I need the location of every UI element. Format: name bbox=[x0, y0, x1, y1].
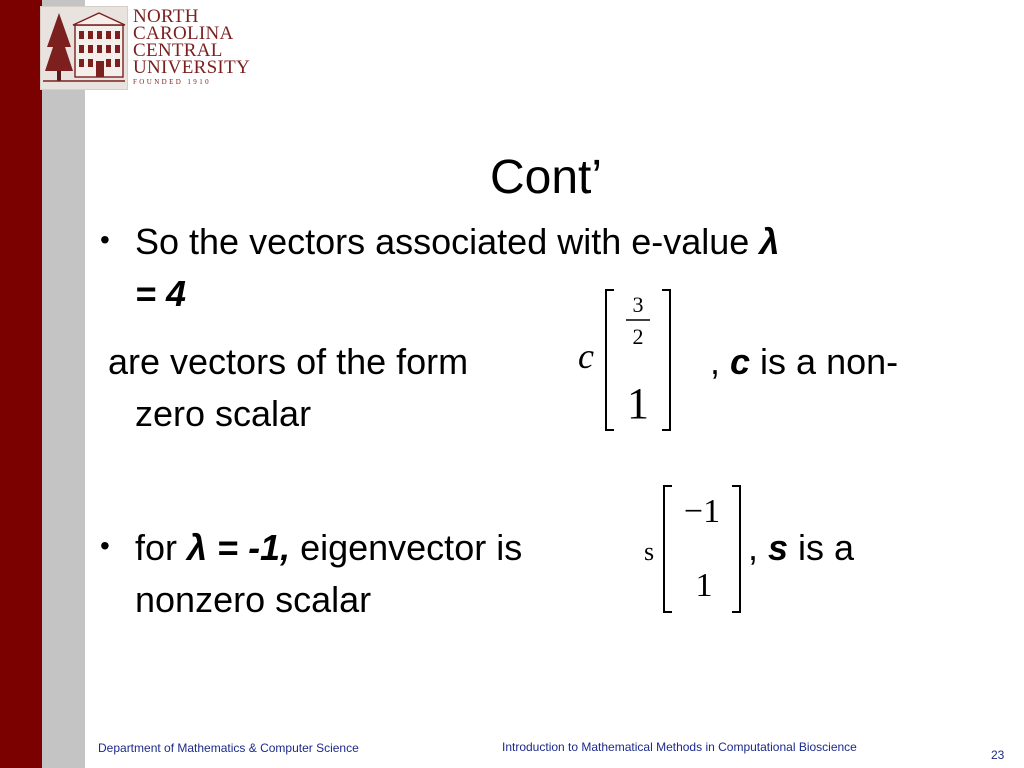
bullet-1-line-3-prefix: are vectors of the form bbox=[108, 341, 469, 382]
bullet-2-line-2: nonzero scalar bbox=[135, 579, 372, 620]
bullet-1-line-2: = 4 bbox=[135, 273, 187, 314]
bullet-2-eigenvector-text: eigenvector is bbox=[290, 527, 523, 568]
bullet-1-line-1 bbox=[135, 220, 779, 264]
matrix-1-top-numerator: 3 bbox=[632, 292, 644, 317]
page-number: 23 bbox=[991, 748, 1005, 762]
bullet-2-is-a: is a bbox=[788, 527, 855, 568]
logo-founded: FOUNDED 1910 bbox=[133, 78, 211, 86]
bullet-1-symbol: • bbox=[100, 224, 110, 255]
matrix-1-bottom: 1 bbox=[627, 379, 649, 428]
matrix-2-bottom: 1 bbox=[695, 567, 713, 604]
university-logo bbox=[40, 6, 250, 92]
logo-building-image bbox=[40, 6, 128, 90]
bullet-2-for: for bbox=[135, 527, 188, 568]
bullet-1-text: So the vectors associated with e-value bbox=[135, 221, 760, 262]
bullet-1-non-text: is a non- bbox=[750, 341, 899, 382]
logo-line-1: NORTH bbox=[133, 6, 199, 27]
logo-wordmark bbox=[133, 8, 253, 86]
footer-course: Introduction to Mathematical Methods in Computational Bioscience bbox=[502, 740, 857, 754]
matrix-1-scalar: c bbox=[578, 336, 594, 376]
logo-line-4: UNIVERSITY bbox=[133, 57, 250, 78]
building-icon bbox=[41, 7, 127, 89]
matrix-s-vector bbox=[642, 480, 746, 618]
bullet-1-line-3-suffix bbox=[710, 340, 898, 384]
comma-1: , bbox=[710, 341, 731, 382]
lambda-symbol: λ bbox=[759, 221, 780, 262]
s-variable: s bbox=[768, 527, 789, 568]
matrix-1-top-denominator: 2 bbox=[632, 324, 644, 349]
logo-line-2: CAROLINA bbox=[133, 23, 234, 44]
bullet-2-symbol: • bbox=[100, 530, 110, 561]
bullet-2-line-1-suffix bbox=[748, 526, 854, 570]
c-variable: c bbox=[730, 341, 751, 382]
comma-2: , bbox=[748, 527, 769, 568]
slide-title: Cont’ bbox=[490, 151, 603, 204]
lambda-equals-minus-one: λ = -1, bbox=[187, 527, 291, 568]
matrix-c-vector bbox=[576, 284, 676, 434]
matrix-2-top: −1 bbox=[683, 493, 721, 530]
left-red-band bbox=[0, 0, 42, 768]
logo-line-3: CENTRAL bbox=[133, 40, 223, 61]
bullet-1-line-4: zero scalar bbox=[135, 393, 312, 434]
bullet-2-line-1-prefix bbox=[135, 526, 522, 570]
footer-department: Department of Mathematics & Computer Science bbox=[98, 741, 359, 755]
matrix-2-scalar: s bbox=[644, 537, 655, 566]
left-gray-band bbox=[42, 0, 85, 768]
